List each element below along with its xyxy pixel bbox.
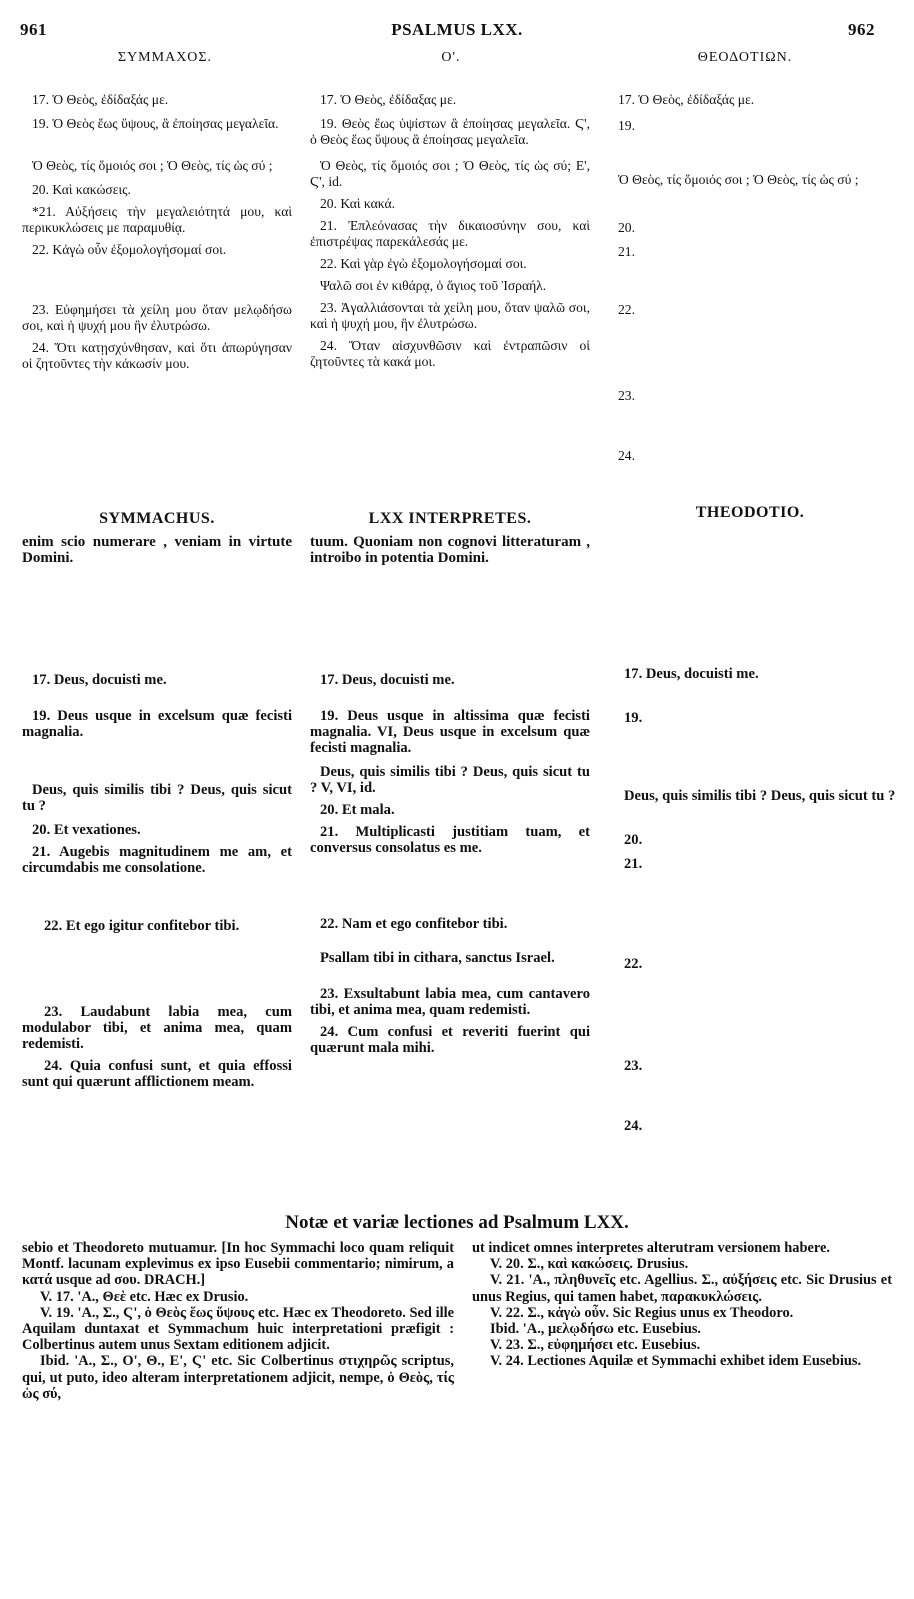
- note-paragraph: V. 21. 'Α., πληθυνεῖς etc. Agellius. Σ., αὐξήσεις etc. Sic Drusius et unus Regius, qui tamen habet, παρακυκλώσεις.: [472, 1272, 892, 1305]
- verse: 20. Καὶ κακώσεις.: [32, 182, 131, 197]
- verse: 23. Εὐφημήσει τὰ χείλη μου ὅταν μελῳδήσω σοι, καὶ ἡ ψυχή μου ἣν ἐλυτρώσω.: [22, 302, 292, 333]
- verse: 17. Deus, docuisti me.: [624, 666, 759, 682]
- verse: 22. Κἀγὼ οὖν ἐξομολογήσομαί σοι.: [32, 242, 227, 257]
- note-paragraph: sebio et Theodoreto mutuamur. [In hoc Symmachi loco quam reliquit Montf. lacunam explevimus ex ipso Eusebii commentario; nimirum, a κατά usque ad σου. DRACH.]: [22, 1240, 454, 1289]
- latin-column-symmachus: [22, 672, 292, 1090]
- verse: 23. Ἀγαλλιάσονται τὰ χείλη μου, ὅταν ψαλῶ σοι, καὶ ἡ ψυχή μου, ἣν ἐλυτρώσω.: [310, 300, 590, 331]
- greek-heading-lxx: Ο'.: [441, 50, 461, 65]
- note-paragraph: Ibid. 'Α., μελῳδήσω etc. Eusebius.: [490, 1321, 702, 1338]
- verse: 23.: [624, 1058, 643, 1074]
- note-paragraph: ut indicet omnes interpretes alterutram versionem habere.: [472, 1240, 830, 1256]
- verse: Deus, quis similis tibi ? Deus, quis sicut tu ? V, VI, id.: [310, 764, 590, 796]
- latin-heading-theodotio: THEODOTIO.: [695, 504, 805, 521]
- verse: 21.: [618, 244, 635, 259]
- verse: 22. Καὶ γὰρ ἐγὼ ἐξομολογήσομαί σοι.: [320, 256, 527, 271]
- greek-heading-symmachus: ΣΥΜΜΑΧΟΣ.: [117, 50, 213, 65]
- verse: 19.: [618, 118, 635, 133]
- verse: 19.: [624, 710, 643, 726]
- note-paragraph: V. 19. 'Α., Σ., Ϛ', ὁ Θεὸς ἕως ὕψους etc. Hæc ex Theodoreto. Sed ille Aquilam duntaxat et Symmachum huic interpretationi præfigit : Colbertinus autem unus Sextam editionem adjicit.: [22, 1304, 454, 1354]
- notes-column-left: [22, 1240, 454, 1402]
- verse: 19. Deus usque in altissima quæ fecisti magnalia. VI, Deus usque in excelsum quæ fecisti magnalia.: [310, 708, 590, 756]
- verse: 20. Καὶ κακά.: [320, 196, 395, 211]
- page-number-left: 961: [20, 20, 47, 39]
- running-title: PSALMUS LXX.: [391, 20, 523, 39]
- verse: 24. Ὅτι κατῃσχύνθησαν, καὶ ὅτι ἀπωρύγησαν οἱ ζητοῦντες τὴν κάκωσίν μου.: [22, 340, 292, 371]
- verse: 21. Multiplicasti justitiam tuam, et conversus consolatus es me.: [310, 824, 590, 856]
- latin-column-lxx: [310, 672, 590, 1056]
- page-number-right: 962: [848, 20, 875, 39]
- verse: 21.: [624, 856, 643, 872]
- latin-heading-symmachus: SYMMACHUS.: [99, 510, 215, 527]
- continuation-symmachus: enim scio numerare , veniam in virtute Domini.: [22, 534, 292, 566]
- continuation-lxx: tuum. Quoniam non cognovi litteraturam , introibo in potentia Domini.: [310, 534, 590, 566]
- verse: Ὁ Θεὸς, τίς ὅμοιός σοι ; Ὁ Θεὸς, τίς ὡς σύ; Ε', Ϛ', id.: [310, 158, 590, 189]
- verse: 21. Ἐπλεόνασας τὴν δικαιοσύνην σου, καὶ ἐπιστρέψας παρεκάλεσάς με.: [310, 218, 590, 249]
- verse: 22.: [624, 956, 643, 972]
- verse: Ψαλῶ σοι ἐν κιθάρᾳ, ὁ ἅγιος τοῦ Ἰσραήλ.: [320, 278, 547, 293]
- greek-column-symmachus: [22, 92, 292, 372]
- greek-heading-theodotion: ΘΕΟΔΟΤΙΩΝ.: [697, 50, 793, 65]
- verse: 20.: [618, 220, 635, 235]
- verse: Ὁ Θεὸς, τίς ὅμοιός σοι ; Ὁ Θεὸς, τίς ὡς σύ ;: [618, 172, 859, 187]
- verse: *21. Αὐξήσεις τὴν μεγαλειότητά μου, καὶ περικυκλώσεις με παραμυθίᾳ.: [22, 204, 292, 235]
- verse: Psallam tibi in cithara, sanctus Israel.: [320, 950, 555, 966]
- verse: 17. Deus, docuisti me.: [32, 672, 167, 688]
- verse: 24. Cum confusi et reveriti fuerint qui quærunt mala mihi.: [310, 1024, 590, 1056]
- verse: 17. Ὁ Θεὸς, ἐδίδαξάς με.: [618, 92, 755, 107]
- verse: 19. Deus usque in excelsum quæ fecisti magnalia.: [22, 708, 292, 740]
- note-paragraph: V. 22. Σ., κἀγὼ οὖν. Sic Regius unus ex Theodoro.: [490, 1304, 794, 1321]
- verse: 20.: [624, 832, 643, 848]
- verse: Ὁ Θεὸς, τίς ὅμοιός σοι ; Ὁ Θεὸς, τίς ὡς σύ ;: [32, 158, 273, 173]
- note-paragraph: V. 24. Lectiones Aquilæ et Symmachi exhibet idem Eusebius.: [490, 1353, 862, 1370]
- note-paragraph: Ibid. 'Α., Σ., Ο', Θ., Ε', Ϛ' etc. Sic Colbertinus στιχηρῶς scriptus, qui, ut puto, ideo alteram interpretationem adjicit, nempe, ὁ Θεὸς, τίς ὡς σύ,: [22, 1353, 454, 1402]
- verse: 23. Laudabunt labia mea, cum modulabor tibi, et anima mea, quam redemisti.: [22, 1004, 292, 1052]
- verse: 20. Et mala.: [320, 802, 395, 818]
- verse: 23. Exsultabunt labia mea, cum cantavero tibi, et anima mea, quam redemisti.: [310, 986, 590, 1018]
- latin-heading-lxx: LXX INTERPRETES.: [368, 510, 532, 527]
- note-paragraph: V. 23. Σ., εὐφημήσει etc. Eusebius.: [490, 1337, 701, 1354]
- verse: 17. Deus, docuisti me.: [320, 672, 455, 688]
- verse: 19. Θεὸς ἕως ὑψίστων ἃ ἐποίησας μεγαλεῖα. Ϛ', ὁ Θεὸς ἕως ὕψους ἃ ἐποίησας μεγαλεῖα.: [310, 116, 590, 147]
- verse: 17. Ὁ Θεὸς, ἐδίδαξάς με.: [32, 92, 169, 107]
- verse: 17. Ὁ Θεὸς, ἐδίδαξας με.: [320, 92, 457, 107]
- verse: 24.: [624, 1118, 643, 1134]
- verse: 21. Augebis magnitudinem me am, et circumdabis me consolatione.: [22, 844, 292, 876]
- verse: Deus, quis similis tibi ? Deus, quis sicut tu ?: [624, 788, 896, 804]
- notes-title: Notæ et variæ lectiones ad Psalmum LXX.: [285, 1212, 629, 1233]
- verse: 23.: [618, 388, 635, 403]
- note-paragraph: V. 20. Σ., καὶ κακώσεις. Drusius.: [490, 1256, 689, 1273]
- verse: 22.: [618, 302, 635, 317]
- verse: 20. Et vexationes.: [32, 822, 141, 838]
- verse: 24. Quia confusi sunt, et quia effossi sunt qui quærunt afflictionem meam.: [22, 1058, 292, 1090]
- greek-column-lxx: [310, 92, 590, 370]
- verse: 22. Nam et ego confitebor tibi.: [320, 916, 508, 932]
- verse: Deus, quis similis tibi ? Deus, quis sicut tu ?: [22, 782, 292, 814]
- verse: 24. Ὅταν αἰσχυνθῶσιν καὶ ἐντραπῶσιν οἱ ζητοῦντες τὰ κακά μοι.: [310, 338, 590, 369]
- verse: 19. Ὁ Θεὸς ἕως ὕψους, ἃ ἐποίησας μεγαλεῖα.: [32, 116, 279, 131]
- note-paragraph: V. 17. 'Α., Θεὲ etc. Hæc ex Drusio.: [40, 1288, 249, 1305]
- verse: 22. Et ego igitur confitebor tibi.: [44, 918, 240, 934]
- notes-column-right: [472, 1240, 892, 1370]
- verse: 24.: [618, 448, 635, 463]
